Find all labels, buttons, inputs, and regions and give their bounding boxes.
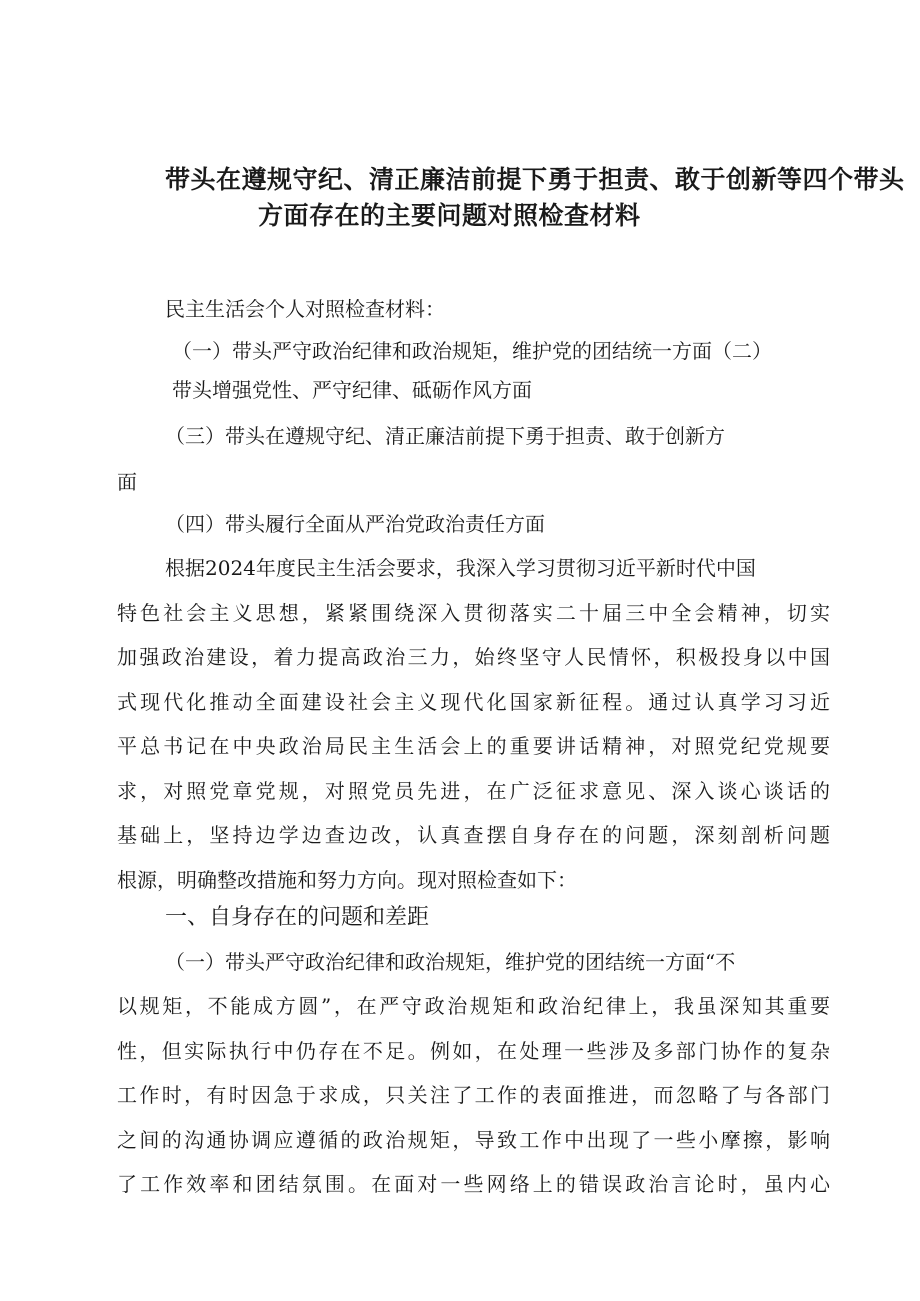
outline-item-4: （四）带头履行全面从严治党政治责任方面	[165, 512, 545, 536]
outline-intro: 民主生活会个人对照检查材料：	[165, 297, 445, 321]
outline-item-1-2: （一）带头严守政治纪律和政治规矩，维护党的团结统一方面（二）	[172, 339, 772, 363]
section-1-paragraph-line: 性，但实际执行中仍存在不足。例如，在处理一些涉及多部门协作的复杂	[117, 1039, 830, 1063]
body-paragraph-line: 求，对照党章党规，对照党员先进，在广泛征求意见、深入谈心谈话的	[117, 779, 830, 803]
section-1-paragraph-line: 以规矩，不能成方圆”，在严守政治规矩和政治纪律上，我虽深知其重要	[117, 994, 830, 1018]
section-1-paragraph-line: 工作时，有时因急于求成，只关注了工作的表面推进，而忽略了与各部门	[117, 1083, 830, 1107]
section-1-paragraph-line: 之间的沟通协调应遵循的政治规矩，导致工作中出现了一些小摩擦，影响	[117, 1128, 830, 1152]
document-title-line-1: 带头在遵规守纪、清正廉洁前提下勇于担责、敢于创新等四个带头	[165, 165, 905, 194]
body-paragraph-line: 基础上，坚持边学边查边改，认真查摆自身存在的问题，深刻剖析问题	[117, 823, 830, 847]
body-paragraph-line: 特色社会主义思想，紧紧围绕深入贯彻落实二十届三中全会精神，切实	[117, 601, 830, 625]
document-title-line-2: 方面存在的主要问题对照检查材料	[258, 201, 641, 230]
section-1-heading: 一、自身存在的问题和差距	[165, 905, 430, 930]
body-paragraph-line: 平总书记在中央政治局民主生活会上的重要讲话精神，对照党纪党规要	[117, 734, 830, 758]
outline-item-3-continued: 面	[117, 470, 137, 494]
body-paragraph-line: 根源，明确整改措施和努力方向。现对照检查如下：	[117, 868, 577, 892]
body-paragraph-line: 加强政治建设，着力提高政治三力，始终坚守人民情怀，积极投身以中国	[117, 645, 830, 669]
body-paragraph-line: 根据2024年度民主生活会要求，我深入学习贯彻习近平新时代中国	[165, 556, 756, 580]
outline-item-2-continued: 带头增强党性、严守纪律、砥砺作风方面	[172, 378, 532, 402]
body-paragraph-line: 式现代化推动全面建设社会主义现代化国家新征程。通过认真学习习近	[117, 690, 830, 714]
section-1-paragraph-line: （一）带头严守政治纪律和政治规矩，维护党的团结统一方面“不	[165, 950, 736, 974]
outline-item-3: （三）带头在遵规守纪、清正廉洁前提下勇于担责、敢于创新方	[165, 424, 725, 448]
section-1-paragraph-line: 了工作效率和团结氛围。在面对一些网络上的错误政治言论时，虽内心	[117, 1172, 830, 1196]
